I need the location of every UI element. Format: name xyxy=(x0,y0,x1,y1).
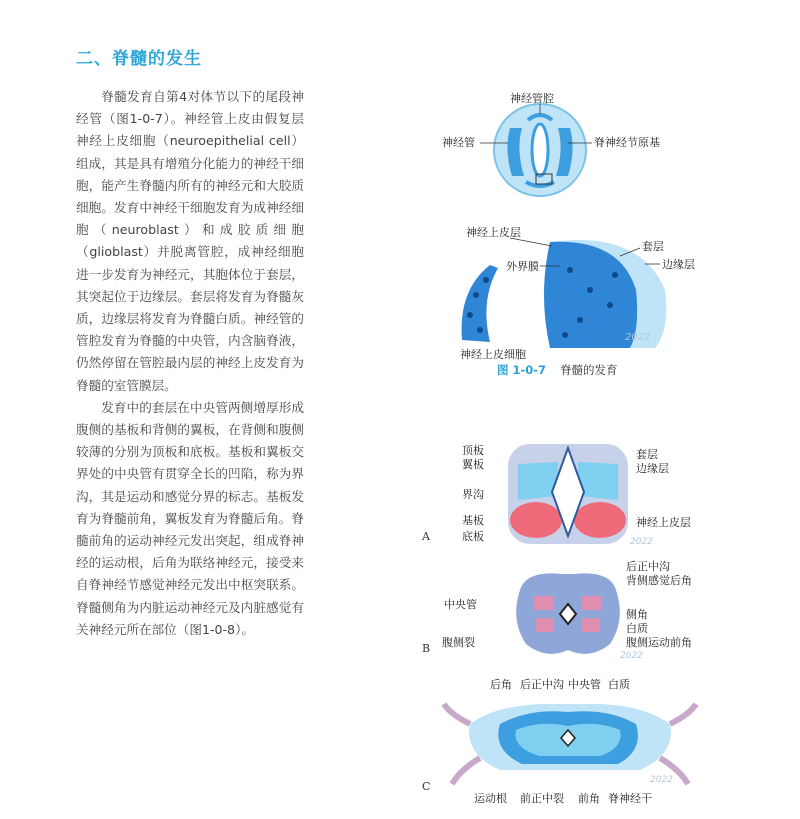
label-white-matter-b: 白质 xyxy=(626,622,648,635)
label-floor-plate: 底板 xyxy=(462,530,484,543)
figure-spinal-cord-development xyxy=(440,90,700,362)
label-lateral-horn: 侧角 xyxy=(626,608,648,621)
label-white-matter-c: 白质 xyxy=(608,678,630,691)
label-posterior-median-sulcus-b: 后正中沟 xyxy=(626,560,670,573)
label-motor-root: 运动根 xyxy=(474,792,507,805)
label-mantle-layer: 套层 xyxy=(642,240,664,253)
figure-caption xyxy=(497,362,618,378)
panel-a-letter: A xyxy=(422,530,430,543)
label-roof-plate: 顶板 xyxy=(462,444,484,457)
panel-b-illustration xyxy=(516,573,620,654)
figure-panel-b xyxy=(440,560,720,664)
label-posterior-median-sulcus-c: 后正中沟 xyxy=(520,678,564,691)
label-neural-tube: 神经管 xyxy=(442,136,475,149)
label-marginal-layer: 边缘层 xyxy=(662,258,695,271)
label-spinal-nerve: 脊神经干 xyxy=(608,792,652,805)
label-posterior-horn-c: 后角 xyxy=(490,678,512,691)
panel-c-letter: C xyxy=(422,780,431,793)
panel-a-illustration xyxy=(508,444,628,544)
label-anterior-horn: 前角 xyxy=(578,792,600,805)
label-central-canal-c: 中央管 xyxy=(568,678,601,691)
label-external-limiting-membrane: 外界膜 xyxy=(506,260,539,273)
paragraph-2: 发育中的套层在中央管两侧增厚形成腹侧的基板和背侧的翼板，在背侧和腹侧较薄的分别为顶板和底板。基板和翼板交界处的中央管有贯穿全长的凹陷，称为界沟，其是运动和感觉分界的标志。基板发育为脊髓前角，翼板发育为脊髓后角。脊髓前角的运动神经元发出突起，组成脊神经的运动根，后角为联络神经元，接受来自脊神经节感觉神经元发出中枢突联系。脊髓侧角为内脏运动神经元及内脏感觉有关神经元所在部位（图1-0-8）。 xyxy=(76,399,304,637)
figure-panel-a xyxy=(440,440,710,552)
label-central-canal-b: 中央管 xyxy=(444,598,477,611)
section-heading: 二、脊髓的发生 xyxy=(76,49,202,69)
watermark-panel-c: 2022 xyxy=(650,775,673,785)
watermark-panel-b: 2022 xyxy=(620,651,643,661)
watermark-panel-a: 2022 xyxy=(630,537,653,547)
label-anterior-median-fissure: 前正中裂 xyxy=(520,792,564,805)
label-ventral-motor-horn: 腹侧运动前角 xyxy=(626,636,692,649)
neuroepithelium-section xyxy=(462,265,498,342)
watermark-fig1: 2022 xyxy=(625,332,651,343)
label-dorsal-sensory-horn: 背侧感觉后角 xyxy=(626,574,692,587)
label-drg-primordium: 脊神经节原基 xyxy=(594,136,660,149)
paragraph-1: 脊髓发育自第4对体节以下的尾段神经管（图1-0-7）。神经管上皮由假复层神经上皮细胞（neuroepithelial cell）组成，其是具有增殖分化能力的神经干细胞，能产生脊髓内所有的神经元和大胶质细胞。发育中神经干细胞发育为成神经细胞（neuroblast）和成胶质细胞（glioblast）并脱离管腔，成神经细胞进一步发育为神经元，其胞体位于套层，其突起位于边缘层。套层将发育为脊髓灰质，边缘层将发育为脊髓白质。神经管的管腔发育为脊髓的中央管，内含脑脊液，仍然停留在管腔最内层的神经上皮发育为脊髓的室管膜层。 xyxy=(76,89,304,393)
figure-panel-c xyxy=(440,674,720,810)
label-ventral-fissure: 腹侧裂 xyxy=(442,636,475,649)
caption-title: 脊髓的发育 xyxy=(560,363,618,377)
panel-b-letter: B xyxy=(422,642,431,655)
label-neuroepithelial-cell: 神经上皮细胞 xyxy=(460,348,526,361)
label-marginal-layer-a: 边缘层 xyxy=(636,462,669,475)
label-neural-tube-cavity: 神经管腔 xyxy=(510,92,554,105)
panel-c-illustration xyxy=(444,704,696,784)
label-sulcus-limitans: 界沟 xyxy=(462,488,484,501)
label-mantle-layer-a: 套层 xyxy=(636,448,658,461)
body-text xyxy=(76,86,304,641)
neural-tube-illustration xyxy=(480,104,592,196)
label-alar-plate: 翼板 xyxy=(462,458,484,471)
label-neuroepithelium-layer: 神经上皮层 xyxy=(466,226,521,239)
label-basal-plate: 基板 xyxy=(462,514,484,527)
caption-number: 图 1-0-7 xyxy=(497,363,547,377)
label-neuroepithelium-layer-a: 神经上皮层 xyxy=(636,516,691,529)
